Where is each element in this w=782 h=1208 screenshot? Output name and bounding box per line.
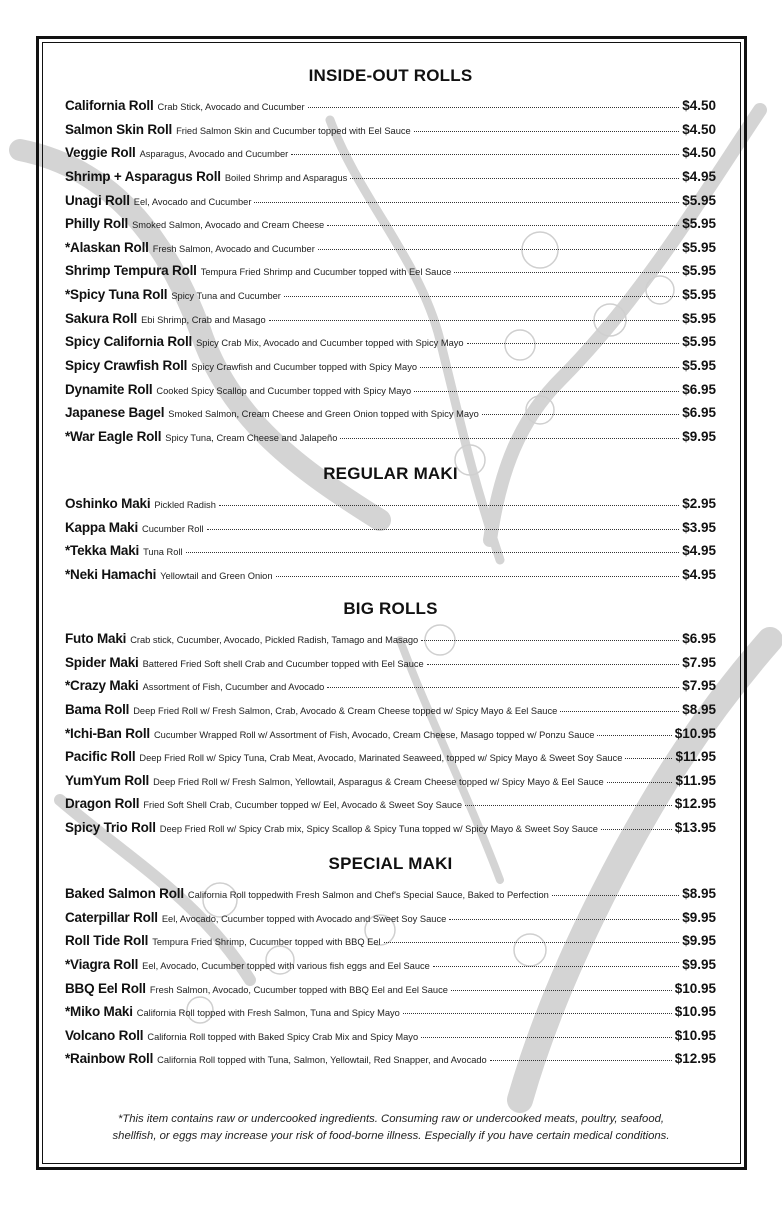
item-description: Spicy Crawfish and Cucumber topped with Spicy Mayo	[191, 362, 418, 373]
dot-leader	[284, 296, 679, 297]
disclaimer-line-1: *This item contains raw or undercooked ingredients. Consuming raw or undercooked meats, poultry, seafood,	[117, 1113, 665, 1125]
item-name: Philly Roll	[65, 216, 129, 232]
item-description: Cooked Spicy Scallop and Cucumber topped with Spicy Mayo	[156, 385, 412, 396]
dot-leader	[433, 966, 679, 967]
item-description: Ebi Shrimp, Crab and Masago	[141, 314, 266, 325]
item-description: Tempura Fried Shrimp, Cucumber topped with BBQ Eel	[152, 937, 381, 948]
item-name: Spider Maki	[65, 654, 139, 670]
menu-item	[65, 358, 716, 382]
menu-item	[65, 382, 716, 406]
menu-section	[65, 597, 716, 844]
dot-leader	[186, 552, 680, 553]
item-description: Boiled Shrimp and Asparagus	[224, 172, 348, 183]
item-description: Tuna Roll	[143, 547, 183, 558]
dot-leader	[384, 942, 680, 943]
item-price: $6.95	[682, 405, 716, 421]
menu-item	[65, 910, 716, 934]
dot-leader	[601, 829, 672, 830]
menu-item	[65, 1004, 716, 1028]
item-name: *War Eagle Roll	[65, 428, 162, 444]
menu-item	[65, 933, 716, 957]
dot-leader	[454, 272, 679, 273]
dot-leader	[597, 735, 671, 736]
item-name: BBQ Eel Roll	[65, 980, 146, 996]
dot-leader	[607, 782, 673, 783]
menu-item	[65, 1028, 716, 1052]
menu-item	[65, 496, 716, 520]
menu-item	[65, 655, 716, 679]
item-name: Kappa Maki	[65, 519, 139, 535]
menu-item	[65, 820, 716, 844]
item-name: Salmon Skin Roll	[65, 121, 173, 137]
dot-leader	[340, 438, 679, 439]
section-heading: REGULAR MAKI	[323, 464, 458, 483]
dot-leader	[482, 414, 679, 415]
menu-item	[65, 311, 716, 335]
item-description: Fried Salmon Skin and Cucumber topped with Eel Sauce	[176, 125, 411, 136]
item-name: *Alaskan Roll	[65, 239, 149, 255]
menu-item	[65, 334, 716, 358]
item-description: Fresh Salmon, Avocado, Cucumber topped with BBQ Eel and Eel Sauce	[149, 984, 448, 995]
item-description: Crab stick, Cucumber, Avocado, Pickled Radish, Tamago and Masago	[130, 635, 419, 645]
item-description: Spicy Tuna, Cream Cheese and Jalapeño	[165, 432, 338, 443]
item-price: $4.50	[682, 145, 716, 161]
dot-leader	[421, 1037, 672, 1038]
section-heading: BIG ROLLS	[343, 599, 438, 618]
menu-item	[65, 98, 716, 122]
dot-leader	[291, 154, 679, 155]
menu-item	[65, 287, 716, 311]
menu-item	[65, 240, 716, 264]
item-name: Sakura Roll	[65, 310, 138, 326]
item-name: Shrimp + Asparagus Roll	[65, 168, 221, 184]
item-description: Deep Fried Roll w/ Fresh Salmon, Crab, Avocado & Cream Cheese topped w/ Spicy Mayo & Eel Sauce	[133, 705, 558, 716]
item-description: Deep Fried Roll w/ Fresh Salmon, Yellowtail, Asparagus & Cream Cheese topped w/ Spicy Mayo & Eel Sauce	[153, 776, 604, 787]
item-price: $12.95	[674, 796, 716, 812]
dot-leader	[427, 664, 679, 665]
dot-leader	[420, 367, 679, 368]
item-description: Fresh Salmon, Avocado and Cucumber	[152, 243, 315, 254]
menu-section	[65, 852, 716, 1075]
dot-leader	[403, 1013, 672, 1014]
item-description: California Roll topped with Tuna, Salmon, Yellowtail, Red Snapper, and Avocado	[157, 1055, 487, 1066]
item-price: $7.95	[682, 678, 716, 694]
item-name: California Roll	[65, 98, 154, 113]
item-name: *Miko Maki	[65, 1004, 133, 1020]
item-price: $10.95	[674, 980, 716, 996]
item-name: Japanese Bagel	[65, 405, 165, 421]
item-description: California Roll topped with Fresh Salmon, Tuna and Spicy Mayo	[136, 1008, 400, 1019]
item-name: YumYum Roll	[65, 772, 150, 788]
item-description: Eel, Avocado, Cucumber topped with Avocado and Sweet Soy Sauce	[161, 913, 447, 924]
menu-item	[65, 1051, 716, 1075]
item-name: Bama Roll	[65, 701, 130, 717]
section-heading: INSIDE-OUT ROLLS	[308, 66, 473, 85]
menu-item	[65, 169, 716, 193]
dot-leader	[318, 249, 679, 250]
item-description: Asparagus, Avocado and Cucumber	[139, 149, 289, 160]
item-name: *Crazy Maki	[65, 678, 139, 694]
item-price: $4.95	[682, 168, 716, 184]
item-price: $9.95	[682, 428, 716, 444]
item-name: Veggie Roll	[65, 145, 136, 161]
item-name: Pacific Roll	[65, 749, 136, 765]
menu-item	[65, 216, 716, 240]
menu-item	[65, 567, 716, 591]
dot-leader	[269, 320, 680, 321]
item-description: Fried Soft Shell Crab, Cucumber topped w/ Eel, Avocado & Sweet Soy Sauce	[143, 800, 462, 811]
dot-leader	[254, 202, 679, 203]
item-name: Spicy Crawfish Roll	[65, 358, 188, 374]
item-price: $12.95	[674, 1051, 716, 1067]
item-name: Roll Tide Roll	[65, 933, 149, 949]
item-description: California Roll topped with Baked Spicy Crab Mix and Spicy Mayo	[147, 1031, 419, 1042]
item-description: Deep Fried Roll w/ Spicy Crab mix, Spicy Scallop & Spicy Tuna topped w/ Spicy Mayo & Sweet Soy Sauce	[159, 824, 598, 835]
item-description: Tempura Fried Shrimp and Cucumber topped with Eel Sauce	[200, 267, 452, 278]
menu-item	[65, 145, 716, 169]
dot-leader	[451, 990, 672, 991]
menu-item	[65, 702, 716, 726]
item-name: Dragon Roll	[65, 796, 140, 812]
menu-item	[65, 263, 716, 287]
item-price: $10.95	[674, 1027, 716, 1043]
item-price: $4.95	[682, 543, 716, 559]
item-price: $13.95	[674, 820, 716, 836]
item-price: $5.95	[682, 239, 716, 255]
item-description: Pickled Radish	[154, 500, 216, 510]
item-name: Unagi Roll	[65, 192, 130, 208]
item-price: $8.95	[682, 701, 716, 717]
menu-item	[65, 405, 716, 429]
item-name: *Ichi-Ban Roll	[65, 725, 150, 741]
item-description: California Roll toppedwith Fresh Salmon and Chef's Special Sauce, Baked to Perfection	[187, 890, 549, 900]
menu-item	[65, 678, 716, 702]
item-price: $10.95	[674, 1004, 716, 1020]
menu-item	[65, 726, 716, 750]
menu-item	[65, 122, 716, 146]
dot-leader	[490, 1060, 672, 1061]
dot-leader	[625, 758, 672, 759]
item-name: *Viagra Roll	[65, 956, 139, 972]
item-name: Baked Salmon Roll	[65, 886, 184, 901]
item-price: $11.95	[675, 749, 716, 765]
dot-leader	[350, 178, 679, 179]
item-name: Shrimp Tempura Roll	[65, 263, 197, 279]
item-description: Cucumber Roll	[142, 523, 204, 534]
menu-section	[65, 64, 716, 453]
item-price: $4.50	[682, 121, 716, 137]
item-description: Deep Fried Roll w/ Spicy Tuna, Crab Meat, Avocado, Marinated Seaweed, topped w/ Spicy Mayo & Sweet Soy Sauce	[139, 753, 623, 764]
item-price: $5.95	[682, 287, 716, 303]
item-price: $6.95	[682, 631, 716, 646]
item-name: Volcano Roll	[65, 1027, 144, 1043]
item-name: Spicy Trio Roll	[65, 820, 156, 836]
item-price: $4.95	[682, 566, 716, 582]
item-price: $8.95	[682, 886, 716, 901]
dot-leader	[560, 711, 679, 712]
item-description: Yellowtail and Green Onion	[160, 570, 273, 581]
item-description: Cucumber Wrapped Roll w/ Assortment of Fish, Avocado, Cream Cheese, Masago topped w/ Ponzu Sauce	[153, 729, 595, 740]
menu-item	[65, 749, 716, 773]
item-description: Eel, Avocado, Cucumber topped with various fish eggs and Eel Sauce	[142, 960, 430, 971]
raw-food-disclaimer	[60, 1111, 722, 1145]
item-name: Oshinko Maki	[65, 496, 151, 511]
menu-item	[65, 773, 716, 797]
dot-leader	[449, 919, 679, 920]
menu-item	[65, 886, 716, 910]
item-price: $5.95	[682, 358, 716, 374]
item-description: Spicy Crab Mix, Avocado and Cucumber topped with Spicy Mayo	[196, 338, 464, 349]
menu-item	[65, 631, 716, 655]
dot-leader	[414, 131, 680, 132]
item-name: *Spicy Tuna Roll	[65, 287, 168, 303]
item-name: Futo Maki	[65, 631, 127, 646]
dot-leader	[276, 576, 680, 577]
item-price: $5.95	[682, 216, 716, 232]
item-price: $4.50	[682, 98, 716, 113]
item-price: $3.95	[682, 519, 716, 535]
item-description: Smoked Salmon, Avocado and Cream Cheese	[132, 220, 325, 231]
item-description: Eel, Avocado and Cucumber	[133, 196, 252, 207]
item-description: Assortment of Fish, Cucumber and Avocado	[142, 682, 325, 693]
item-price: $5.95	[682, 334, 716, 350]
menu-item	[65, 193, 716, 217]
item-description: Smoked Salmon, Cream Cheese and Green Onion topped with Spicy Mayo	[168, 409, 479, 420]
item-price: $9.95	[682, 933, 716, 949]
item-name: Caterpillar Roll	[65, 909, 158, 925]
menu-section	[65, 462, 716, 591]
item-price: $6.95	[682, 381, 716, 397]
item-price: $5.95	[682, 192, 716, 208]
dot-leader	[219, 505, 679, 506]
menu-item	[65, 520, 716, 544]
dot-leader	[467, 343, 680, 344]
dot-leader	[552, 895, 679, 896]
item-name: *Neki Hamachi	[65, 566, 157, 582]
item-description: Battered Fried Soft shell Crab and Cucumber topped with Eel Sauce	[142, 658, 424, 669]
dot-leader	[327, 687, 679, 688]
item-name: Dynamite Roll	[65, 381, 153, 397]
item-price: $11.95	[675, 772, 716, 788]
item-price: $5.95	[682, 310, 716, 326]
dot-leader	[465, 805, 672, 806]
menu-item	[65, 981, 716, 1005]
dot-leader	[414, 391, 679, 392]
dot-leader	[207, 529, 680, 530]
item-price: $5.95	[682, 263, 716, 279]
item-name: *Rainbow Roll	[65, 1051, 154, 1067]
dot-leader	[421, 640, 679, 641]
item-price: $9.95	[682, 909, 716, 925]
section-heading: SPECIAL MAKI	[328, 854, 453, 873]
item-price: $7.95	[682, 654, 716, 670]
item-price: $9.95	[682, 956, 716, 972]
menu-item	[65, 957, 716, 981]
item-description: Crab Stick, Avocado and Cucumber	[157, 102, 305, 112]
menu-item	[65, 429, 716, 453]
dot-leader	[308, 107, 680, 108]
disclaimer-line-2: shellfish, or eggs may increase your risk of food-borne illness. Especially if you have certain medical conditions.	[112, 1130, 670, 1142]
dot-leader	[327, 225, 679, 226]
item-name: Spicy California Roll	[65, 334, 193, 350]
item-name: *Tekka Maki	[65, 543, 140, 559]
item-price: $10.95	[674, 725, 716, 741]
menu-item	[65, 543, 716, 567]
item-description: Spicy Tuna and Cucumber	[171, 291, 281, 302]
item-price: $2.95	[682, 496, 716, 511]
menu-item	[65, 796, 716, 820]
